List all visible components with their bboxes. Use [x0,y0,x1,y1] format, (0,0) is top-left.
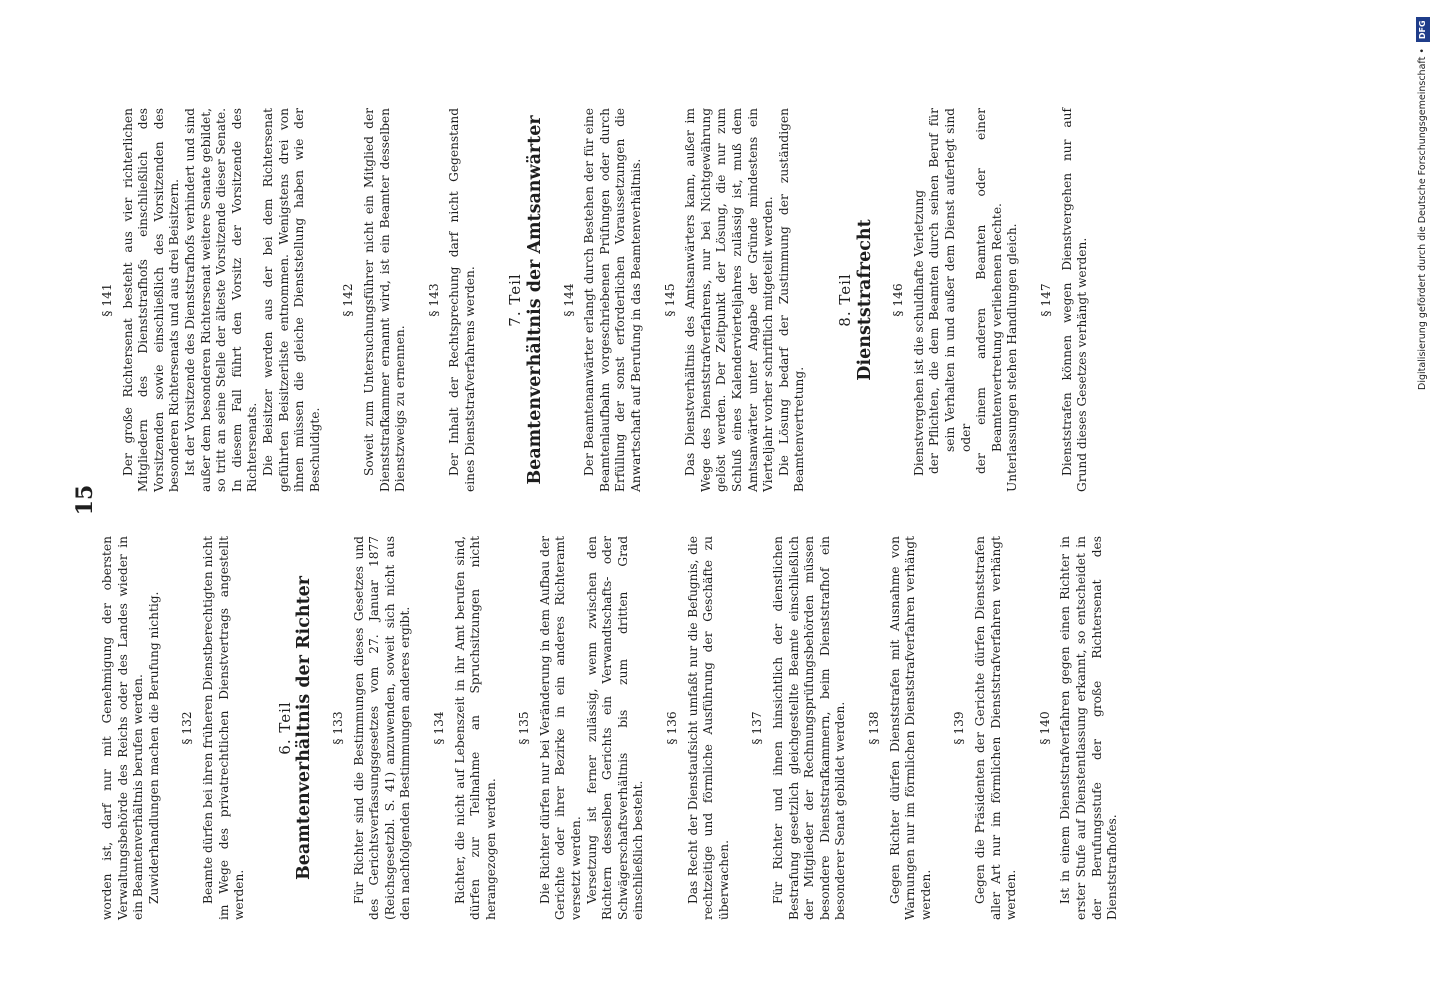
section-heading-139: § 139 [952,711,967,745]
left-column [100,536,1121,920]
section-text-135a: Die Richter dürfen nur bei Veränderung in dem Aufbau der Gerichte oder ihrer Bezirke in ein anderes Richteramt versetzt werden. [537,536,584,920]
section-heading-143: § 143 [426,283,441,317]
dfg-logo: DFG [1416,17,1430,42]
watermark-text: Digitalisierung gefördert durch die Deutsche Forschungsgemeinschaft • [1417,48,1428,390]
section-heading-135: § 135 [517,711,532,745]
section-text-133: Für Richter sind die Bestimmungen dieses Gesetzes und des Gerichtsverfassungsgesetzes vom 27. Januar 1877 (Reichsgesetzbl. S. 41) anzuwenden, soweit sich nicht aus den nachfolgenden Bestimmungen anderes ergibt. [351,536,413,920]
part-7-heading: 7. Teil [506,273,525,327]
section-heading-133: § 133 [330,711,345,745]
part-6-heading: 6. Teil [275,701,294,755]
section-heading-144: § 144 [561,283,576,317]
section-text-146-item2: der einem anderen Beamten oder einer Beamtenvertretung verliehenen Rechte. [974,108,1004,474]
section-text-144: Der Beamtenanwärter erlangt durch Bestehen der für eine Beamtenlaufbahn vorgeschriebenen Prüfungen oder durch Erfüllung der sonst erforderlichen Voraussetzungen die Anwartschaft auf Berufung in das Beamtenverhältnis. [582,108,644,492]
section-heading-132: § 132 [180,711,195,745]
digitization-watermark [1412,0,1434,1000]
right-column [100,108,1091,492]
part-8-heading: 8. Teil [835,273,854,327]
section-text-137: Für Richter und ihnen hinsichtlich der dienstlichen Bestrafung gesetzlich gleichgestellte Beamte einschließlich der Mitglieder der Rechnungsprüfungsbehörden müssen besondere Dienststrafkammern, beim Dienststrafhof ein besonderer Senat gebildet werden. [771,536,848,920]
section-heading-145: § 145 [662,283,677,317]
section-text-132: Beamte dürfen bei ihren früheren Dienstberechtigten nicht im Wege des privatrechtlichen Dienstvertrags angestellt werden. [200,536,247,920]
section-text-146-end: Unterlassungen stehen Handlungen gleich. [1005,223,1020,492]
section-heading-141: § 141 [100,283,114,317]
part-8-title: Dienststrafrecht [854,219,875,381]
section-text-141c: Die Beisitzer werden aus der bei dem Richtersenat geführten Beisitzerliste entnommen. Wenigstens drei von ihnen müssen die gleiche Dienststellung haben wie der Beschuldigte. [260,108,322,492]
part-7-title: Beamtenverhältnis der Amtsanwärter [525,115,546,485]
section-text-139: Gegen die Präsidenten der Gerichte dürfen Dienststrafen aller Art nur im förmlichen Dienststrafverfahren verhängt werden. [972,536,1019,920]
section-text-146-intro: Dienstvergehen ist die schuldhafte Verletzung [911,189,926,476]
paragraph: worden ist, darf nur mit Genehmigung der obersten Verwaltungsbehörde des Reichs oder des Landes wieder in ein Beamtenverhältnis berufen werden. [100,536,146,920]
paragraph: Zuwiderhandlungen machen die Berufung nichtig. [146,591,161,904]
section-text-136: Das Recht der Dienstaufsicht umfaßt nur die Befugnis, die rechtzeitige und förmliche Ausführung der Geschäfte zu überwachen. [685,536,731,920]
section-text-138: Gegen Richter dürfen Dienststrafen mit Ausnahme von Warnungen nur im förmlichen Dienststrafverfahren verhängt werden. [887,536,933,920]
section-heading-146: § 146 [891,283,906,317]
section-text-147: Dienststrafen können wegen Dienstvergehen nur auf Grund dieses Gesetzes verhängt werden. [1059,108,1090,492]
section-heading-134: § 134 [431,711,446,745]
section-heading-138: § 138 [866,711,881,745]
section-heading-140: § 140 [1037,711,1052,745]
section-text-145b: Die Lösung bedarf der Zustimmung der zuständigen Beamtenvertretung. [776,108,807,492]
section-text-143: Der Inhalt der Rechtsprechung darf nicht Gegenstand eines Dienststrafverfahrens werden. [447,108,477,492]
section-text-134: Richter, die nicht auf Lebenszeit in ihr Amt berufen sind, dürfen zur Teilnahme an Spruchsitzungen nicht herangezogen werden. [452,536,498,920]
section-text-142: Soweit zum Untersuchungsführer nicht ein Mitglied der Dienststrafkammer ernannt wird, ist ein Beamter desselben Dienstzweigs zu ernennen. [361,108,408,492]
section-heading-147: § 147 [1038,283,1053,317]
section-text-146-item1: der Pflichten, die dem Beamten durch seinen Beruf für sein Verhalten in und außer dem Dienst auferlegt sind oder [927,108,973,474]
section-text-135b: Versetzung ist ferner zulässig, wenn zwischen den Richtern desselben Gerichts ein Verwandtschafts- oder Schwägerschaftsverhältnis bis zum dritten Grad einschließlich besteht. [584,536,646,920]
section-text-140: Ist in einem Dienststrafverfahren gegen einen Richter in erster Stufe auf Dienstentlassung erkannt, so entscheidet in der Berufungsstufe der große Richtersenat des Dienststrafhofes. [1058,536,1120,920]
section-text-141b: Ist der Vorsitzende des Dienststrafhofs verhindert und sind außer dem besonderen Richtersenat weitere Senate gebildet, so tritt an seine Stelle der älteste Vorsitzende dieser Senate. In diesem Fall führt den Vorsitz der Vorsitzende des Richtersenats. [182,108,260,492]
part-6-title: Beamtenverhältnis der Richter [294,575,315,881]
section-heading-136: § 136 [665,711,680,745]
section-text-141a: Der große Richtersenat besteht aus vier richterlichen Mitgliedern des Dienststrafhofs einschließlich des Vorsitzenden sowie einschließlich des Vorsitzenden des besonderen Richtersenats und aus drei Beisitzern. [120,108,182,492]
section-heading-142: § 142 [341,283,356,317]
page-number: 15 [72,484,98,516]
section-text-145a: Das Dienstverhältnis des Amtsanwärters kann, außer im Wege des Dienststrafverfahrens, nur bei Nichtgewährung gelöst werden. Der Zeitpunkt der Lösung, die nur zum Schluß eines Kalendervierteljahres zulässig ist, muß dem Amtsanwärter unter Angabe der Gründe mindestens ein Vierteljahr vorher schriftlich mitgeteilt werden. [683,108,776,492]
section-heading-137: § 137 [750,711,765,745]
